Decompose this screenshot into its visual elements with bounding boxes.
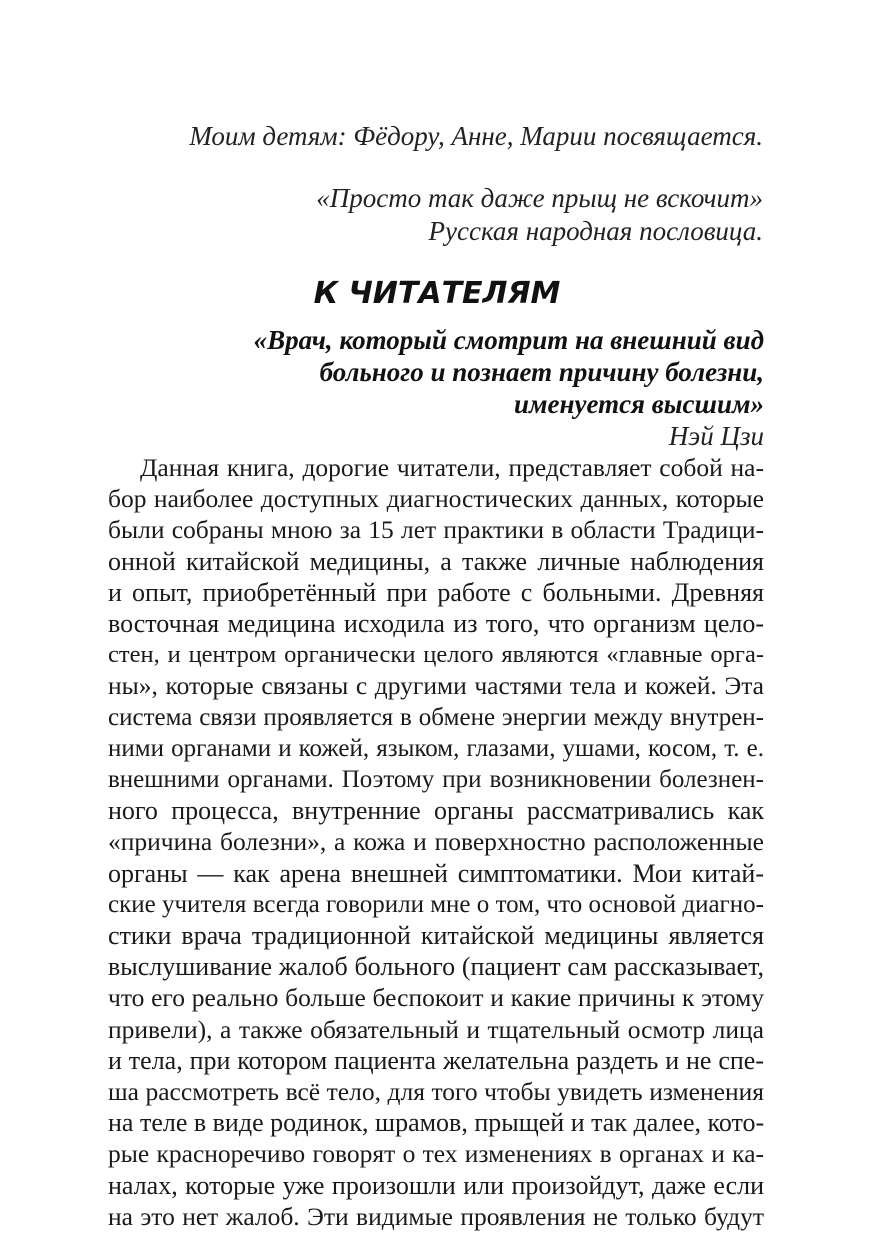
dedication: Моим детям: Фёдору, Анне, Марии посвящается. bbox=[189, 121, 763, 151]
epigraph bbox=[200, 182, 763, 248]
body-line: и тела, при котором пациента желательна раздеть и не спе- bbox=[108, 1045, 764, 1075]
quote-line: больного и познает причину болезни, bbox=[319, 357, 764, 387]
body-line: бор наиболее доступных диагностических данных, которые bbox=[108, 484, 764, 514]
body-line: внешними органами. Поэтому при возникновении болезнен- bbox=[108, 766, 764, 794]
body-line: выслушивание жалоб больного (пациент сам рассказывает, bbox=[108, 952, 764, 982]
body-line: что его реально больше беспокоит и какие причины к этому bbox=[108, 983, 764, 1013]
body-line: ские учителя всегда говорили мне о том, что основой диагно- bbox=[108, 890, 764, 918]
body-line: привели), а также обязательный и тщательный осмотр лица bbox=[108, 1014, 764, 1044]
quote-line: «Врач, который смотрит на внешний вид bbox=[253, 325, 764, 355]
body-line: были собраны мною за 15 лет практики в области Традици- bbox=[108, 515, 764, 545]
chapter-heading: К ЧИТАТЕЛЯМ bbox=[313, 276, 561, 311]
body-line: Данная книга, дорогие читатели, представляет собой на- bbox=[140, 453, 764, 482]
chapter-quote bbox=[150, 324, 764, 452]
body-line: на это нет жалоб. Эти видимые проявления не только будут bbox=[108, 1201, 764, 1231]
epigraph-source: Русская народная пословица. bbox=[428, 216, 763, 246]
body-line: стики врача традиционной китайской медицины является bbox=[108, 921, 764, 951]
quote-author: Нэй Цзи bbox=[668, 421, 764, 451]
body-line: и опыт, приобретённый при работе с больными. Древняя bbox=[108, 577, 764, 607]
body-paragraph bbox=[108, 452, 764, 1232]
body-line: восточная медицина исходила из того, что организм цело- bbox=[108, 609, 764, 639]
body-line: налах, которые уже произошли или произойдут, даже если bbox=[108, 1170, 764, 1200]
quote-line: именуется высшим» bbox=[513, 389, 764, 419]
body-line: ны», которые связаны с другими частями тела и кожей. Эта bbox=[108, 671, 764, 701]
body-line: онной китайской медицины, а также личные наблюдения bbox=[108, 546, 764, 576]
body-line: ного процесса, внутренние органы рассматривались как bbox=[108, 796, 764, 826]
body-line: органы — как арена внешней симптоматики. Мои китай- bbox=[108, 858, 764, 888]
body-line: «причина болезни», а кожа и поверхностно расположенные bbox=[108, 827, 764, 857]
body-line: ша рассмотреть всё тело, для того чтобы увидеть изменения bbox=[108, 1077, 764, 1107]
body-line: система связи проявляется в обмене энергии между внутрен- bbox=[108, 703, 764, 731]
body-line: ними органами и кожей, языком, глазами, ушами, косом, т. е. bbox=[108, 734, 764, 762]
body-line: рые красноречиво говорят о тех изменениях в органах и ка- bbox=[108, 1139, 764, 1169]
body-line: стен, и центром органически целого являются «главные орга- bbox=[108, 641, 764, 669]
epigraph-text: «Просто так даже прыщ не вскочит» bbox=[316, 183, 763, 213]
body-line: на теле в виде родинок, шрамов, прыщей и так далее, кото- bbox=[108, 1108, 765, 1138]
